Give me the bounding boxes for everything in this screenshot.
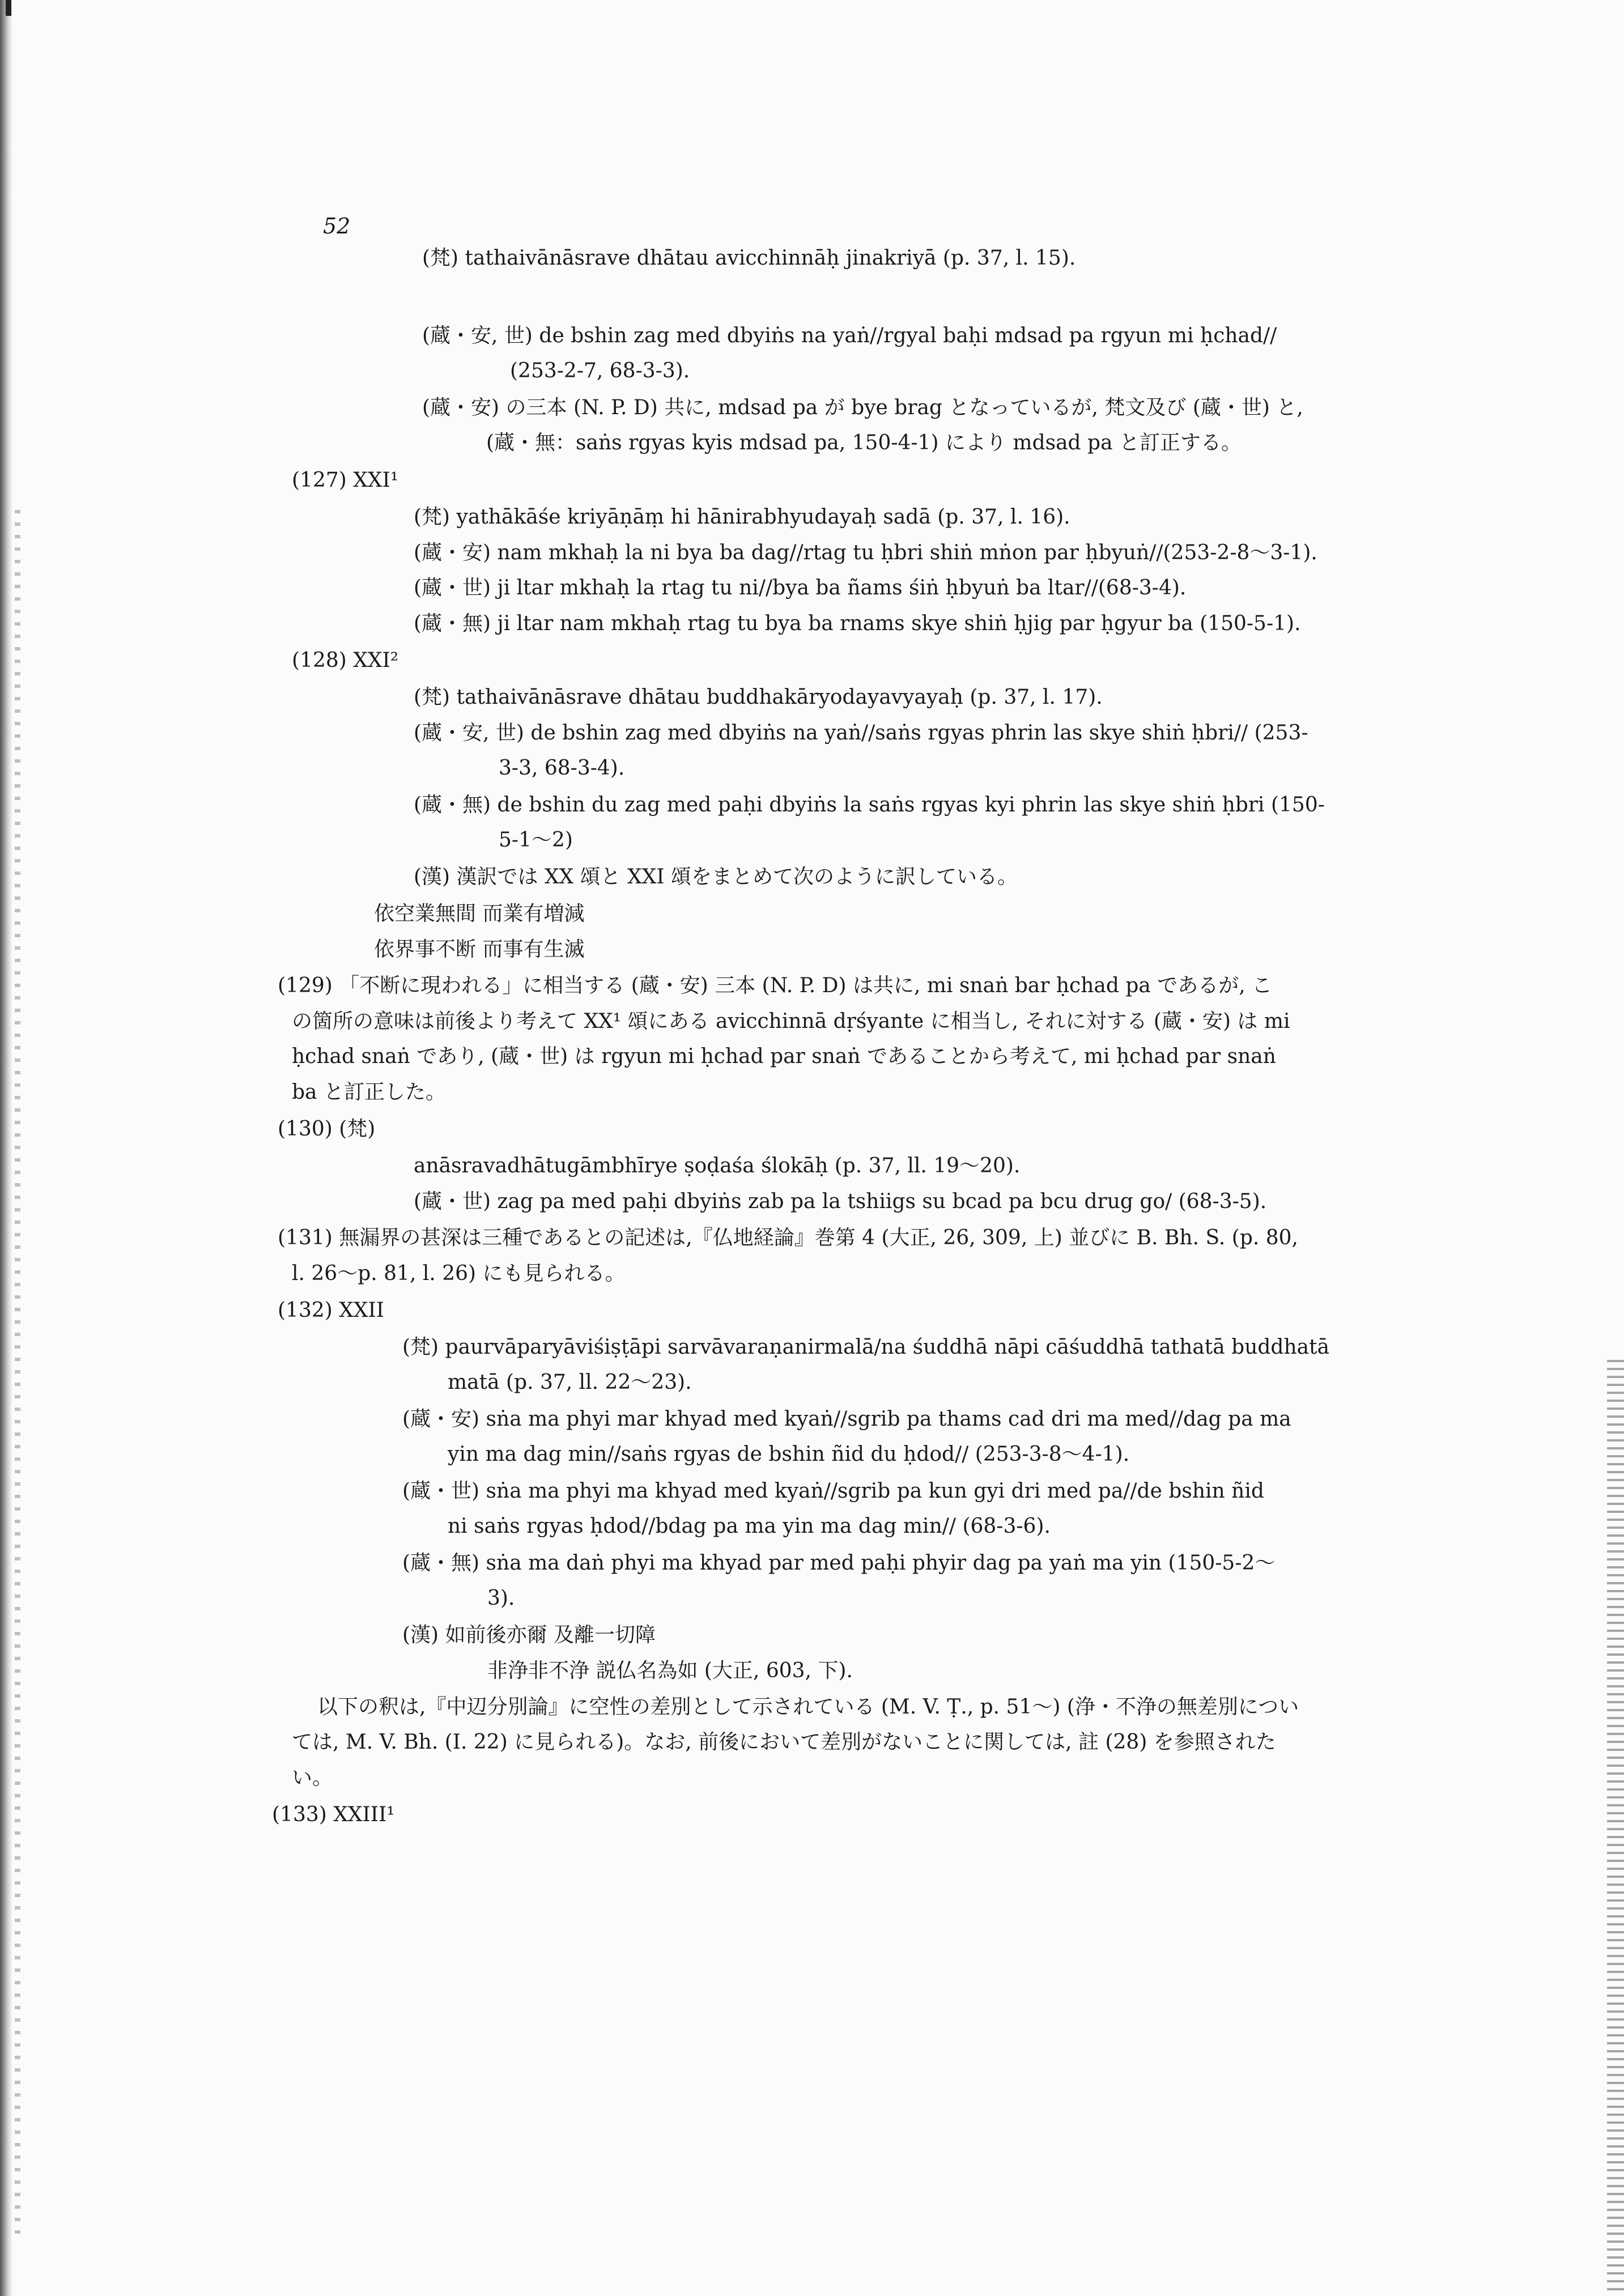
- text-line: anāsravadhātugāmbhīrye ṣoḍaśa ślokāḥ (p. 37, ll. 19～20).: [414, 1154, 1021, 1177]
- text-line: (128) XXI²: [292, 649, 399, 672]
- text-line: (梵) tathaivānāsrave dhātau buddhakāryodayavyayaḥ (p. 37, l. 17).: [414, 686, 1103, 709]
- text-line: (蔵・安) の三本 (N. P. D) 共に, mdsad pa が bye brag となっているが, 梵文及び (蔵・世) と,: [422, 396, 1303, 419]
- text-line: (蔵・世) ji ltar mkhaḥ la rtag tu ni//bya ba ñams śiṅ ḥbyuṅ ba ltar//(68-3-4).: [414, 576, 1187, 599]
- text-line: い。: [292, 1766, 333, 1789]
- text-line: (132) XXII: [278, 1299, 384, 1322]
- text-line: matā (p. 37, ll. 22～23).: [448, 1371, 692, 1394]
- text-line: (蔵・無：saṅs rgyas kyis mdsad pa, 150-4-1) により mdsad pa と訂正する。: [486, 431, 1242, 454]
- scan-edge-left-marks: [15, 510, 20, 2238]
- text-line: (蔵・世) sṅa ma phyi ma khyad med kyaṅ//sgrib pa kun gyi dri med pa//de bshin ñid: [402, 1479, 1264, 1503]
- text-line: 依界事不断 而事有生滅: [374, 938, 585, 961]
- text-line: ba と訂正した。: [292, 1081, 446, 1104]
- text-line: 以下の釈は,『中辺分別論』に空性の差別として示されている (M. V. Ṭ., p. 51～) (浄・不浄の無差別につい: [317, 1695, 1299, 1719]
- text-line: 依空業無間 而業有増減: [374, 902, 585, 925]
- text-line: 3-3, 68-3-4).: [499, 756, 625, 780]
- text-line: (漢) 如前後亦爾 及離一切障: [402, 1623, 656, 1647]
- text-line: (253-2-7, 68-3-3).: [510, 359, 690, 382]
- text-line: yin ma dag min//saṅs rgyas de bshin ñid du ḥdod// (253-3-8～4-1).: [448, 1443, 1130, 1466]
- text-line: ni saṅs rgyas ḥdod//bdag pa ma yin ma dag min// (68-3-6).: [448, 1515, 1051, 1538]
- text-line: (蔵・無) sṅa ma daṅ phyi ma khyad par med paḥi phyir dag pa yaṅ ma yin (150-5-2～: [402, 1551, 1276, 1575]
- text-line: (梵) paurvāparyāviśiṣṭāpi sarvāvaraṇanirmalā/na śuddhā nāpi cāśuddhā tathatā buddhatā: [402, 1336, 1330, 1359]
- text-line: (梵) yathākāśe kriyāṇāṃ hi hānirabhyudayaḥ sadā (p. 37, l. 16).: [414, 505, 1070, 529]
- text-line: (蔵・世) zag pa med paḥi dbyiṅs zab pa la tshiigs su bcad pa bcu drug go/ (68-3-5).: [414, 1190, 1267, 1213]
- text-line: (133) XXIII¹: [272, 1803, 395, 1826]
- text-line: (130) (梵): [278, 1117, 376, 1141]
- text-line: (131) 無漏界の甚深は三種であるとの記述は,『仏地経論』巻第 4 (大正, 26, 309, 上) 並びに B. Bh. S. (p. 80,: [278, 1226, 1299, 1249]
- text-line: (漢) 漢訳では XX 頌と XXI 頌をまとめて次のように訳している。: [414, 865, 1018, 888]
- page-number: 52: [323, 214, 351, 239]
- text-line: (蔵・安, 世) de bshin zag med dbyiṅs na yaṅ//saṅs rgyas phrin las skye shiṅ ḥbri// (253-: [414, 721, 1308, 745]
- text-line: ては, M. V. Bh. (I. 22) に見られる)。なお, 前後において差別がないことに関しては, 註 (28) を参照された: [292, 1730, 1276, 1754]
- text-line: の箇所の意味は前後より考えて XX¹ 頌にある avicchinnā dṛśyante に相当し, それに対する (蔵・安) は mi: [292, 1010, 1290, 1033]
- text-line: (蔵・無) de bshin du zag med paḥi dbyiṅs la saṅs rgyas kyi phrin las skye shiṅ ḥbri (150-: [414, 793, 1325, 817]
- text-line: 5-1～2): [499, 828, 573, 852]
- text-line: (蔵・安, 世) de bshin zag med dbyiṅs na yaṅ//rgyal baḥi mdsad pa rgyun mi ḥchad//: [422, 324, 1277, 347]
- text-line: 非浄非不浄 説仏名為如 (大正, 603, 下).: [487, 1659, 853, 1682]
- text-line: 3).: [487, 1587, 515, 1610]
- scan-corner-mark: [6, 0, 11, 16]
- scan-edge-left: [0, 0, 12, 2296]
- text-line: ḥchad snaṅ であり, (蔵・世) は rgyun mi ḥchad par snaṅ であることから考えて, mi ḥchad par snaṅ: [292, 1045, 1276, 1068]
- text-line: (129) 「不断に現われる」に相当する (蔵・安) 三本 (N. P. D) は共に, mi snaṅ bar ḥchad pa であるが, こ: [278, 974, 1273, 997]
- text-line: (127) XXI¹: [292, 469, 399, 492]
- text-line: l. 26～p. 81, l. 26) にも見られる。: [292, 1262, 626, 1285]
- text-line: (梵) tathaivānāsrave dhātau avicchinnāḥ jinakriyā (p. 37, l. 15).: [422, 246, 1076, 270]
- text-line: (蔵・無) ji ltar nam mkhaḥ rtag tu bya ba rnams skye shiṅ ḥjig par ḥgyur ba (150-5-1).: [414, 612, 1301, 635]
- scan-edge-right: [1607, 1360, 1624, 2296]
- text-line: (蔵・安) nam mkhaḥ la ni bya ba dag//rtag tu ḥbri shiṅ mṅon par ḥbyuṅ//(253-2-8～3-1).: [414, 541, 1317, 564]
- text-line: (蔵・安) sṅa ma phyi mar khyad med kyaṅ//sgrib pa thams cad dri ma med//dag pa ma: [402, 1408, 1291, 1431]
